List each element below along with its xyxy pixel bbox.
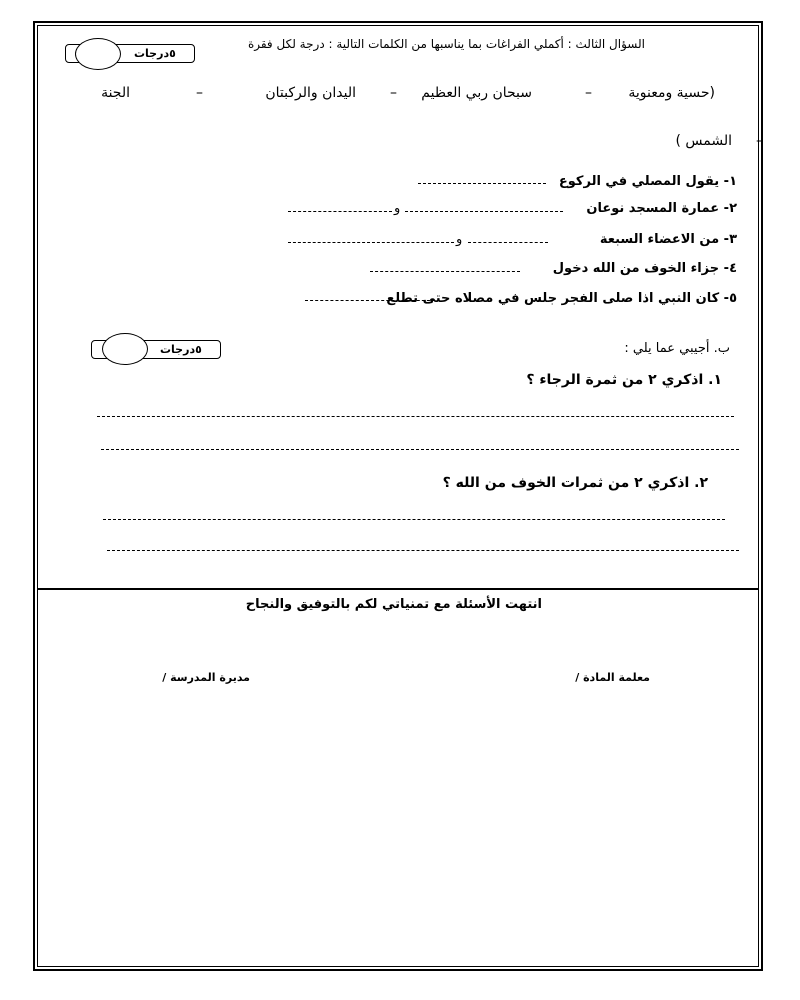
word-bank-w5: الشمس ) [675,133,732,149]
blank-line [288,211,392,212]
answer-line [97,416,734,417]
word-bank-w1: (حسية ومعنوية [628,85,715,101]
blank-line [405,211,563,212]
sectionB-grade-label: ٥درجات [160,343,202,356]
item-5: ٥- كان النبي اذا صلى الفجر جلس في مصلاه حتى تطلع [386,291,737,306]
closing-message: انتهت الأسئلة مع تمنياتي لكم بالتوفيق والنجاح [245,597,542,612]
page-border-inner [37,25,759,967]
blank-line [370,271,520,272]
word-bank-w3: اليدان والركبتان [265,85,356,101]
item-4: ٤- جزاء الخوف من الله دخول [552,261,737,276]
item-2: ٢- عمارة المسجد نوعان [586,201,737,216]
item-1: ١- يقول المصلي في الركوع [558,174,737,189]
blank-line [418,183,546,184]
word-bank-sep: – [756,133,763,149]
teacher-signature-label: معلمة المادة / [575,671,650,684]
word-bank-sep: – [196,85,203,101]
conj-wa: و [456,232,463,247]
word-bank-sep: – [390,85,397,101]
section3-title: السؤال الثالث : أكملي الفراغات بما يناسبها من الكلمات التالية : درجة لكل فقرة [247,37,645,51]
blank-line [305,300,435,301]
sectionB-question-1: ١. اذكري ٢ من ثمرة الرجاء ؟ [526,372,722,388]
section3-grade-label: ٥درجات [134,47,176,60]
grade-oval [75,38,121,70]
sectionB-title: ب. أجيبي عما يلي : [624,341,730,356]
answer-line [103,519,725,520]
section-divider [37,588,759,590]
item-3: ٣- من الاعضاء السبعة [599,232,737,247]
grade-oval [102,333,148,365]
word-bank-sep: – [585,85,592,101]
answer-line [101,449,739,450]
word-bank-w4: الجنة [101,85,130,101]
principal-signature-label: مديرة المدرسة / [162,671,250,684]
blank-line [288,242,454,243]
conj-wa: و [394,201,401,216]
answer-line [107,550,739,551]
blank-line [468,242,548,243]
word-bank-w2: سبحان ربي العظيم [421,85,532,101]
sectionB-question-2: ٢. اذكري ٢ من ثمرات الخوف من الله ؟ [442,475,708,491]
